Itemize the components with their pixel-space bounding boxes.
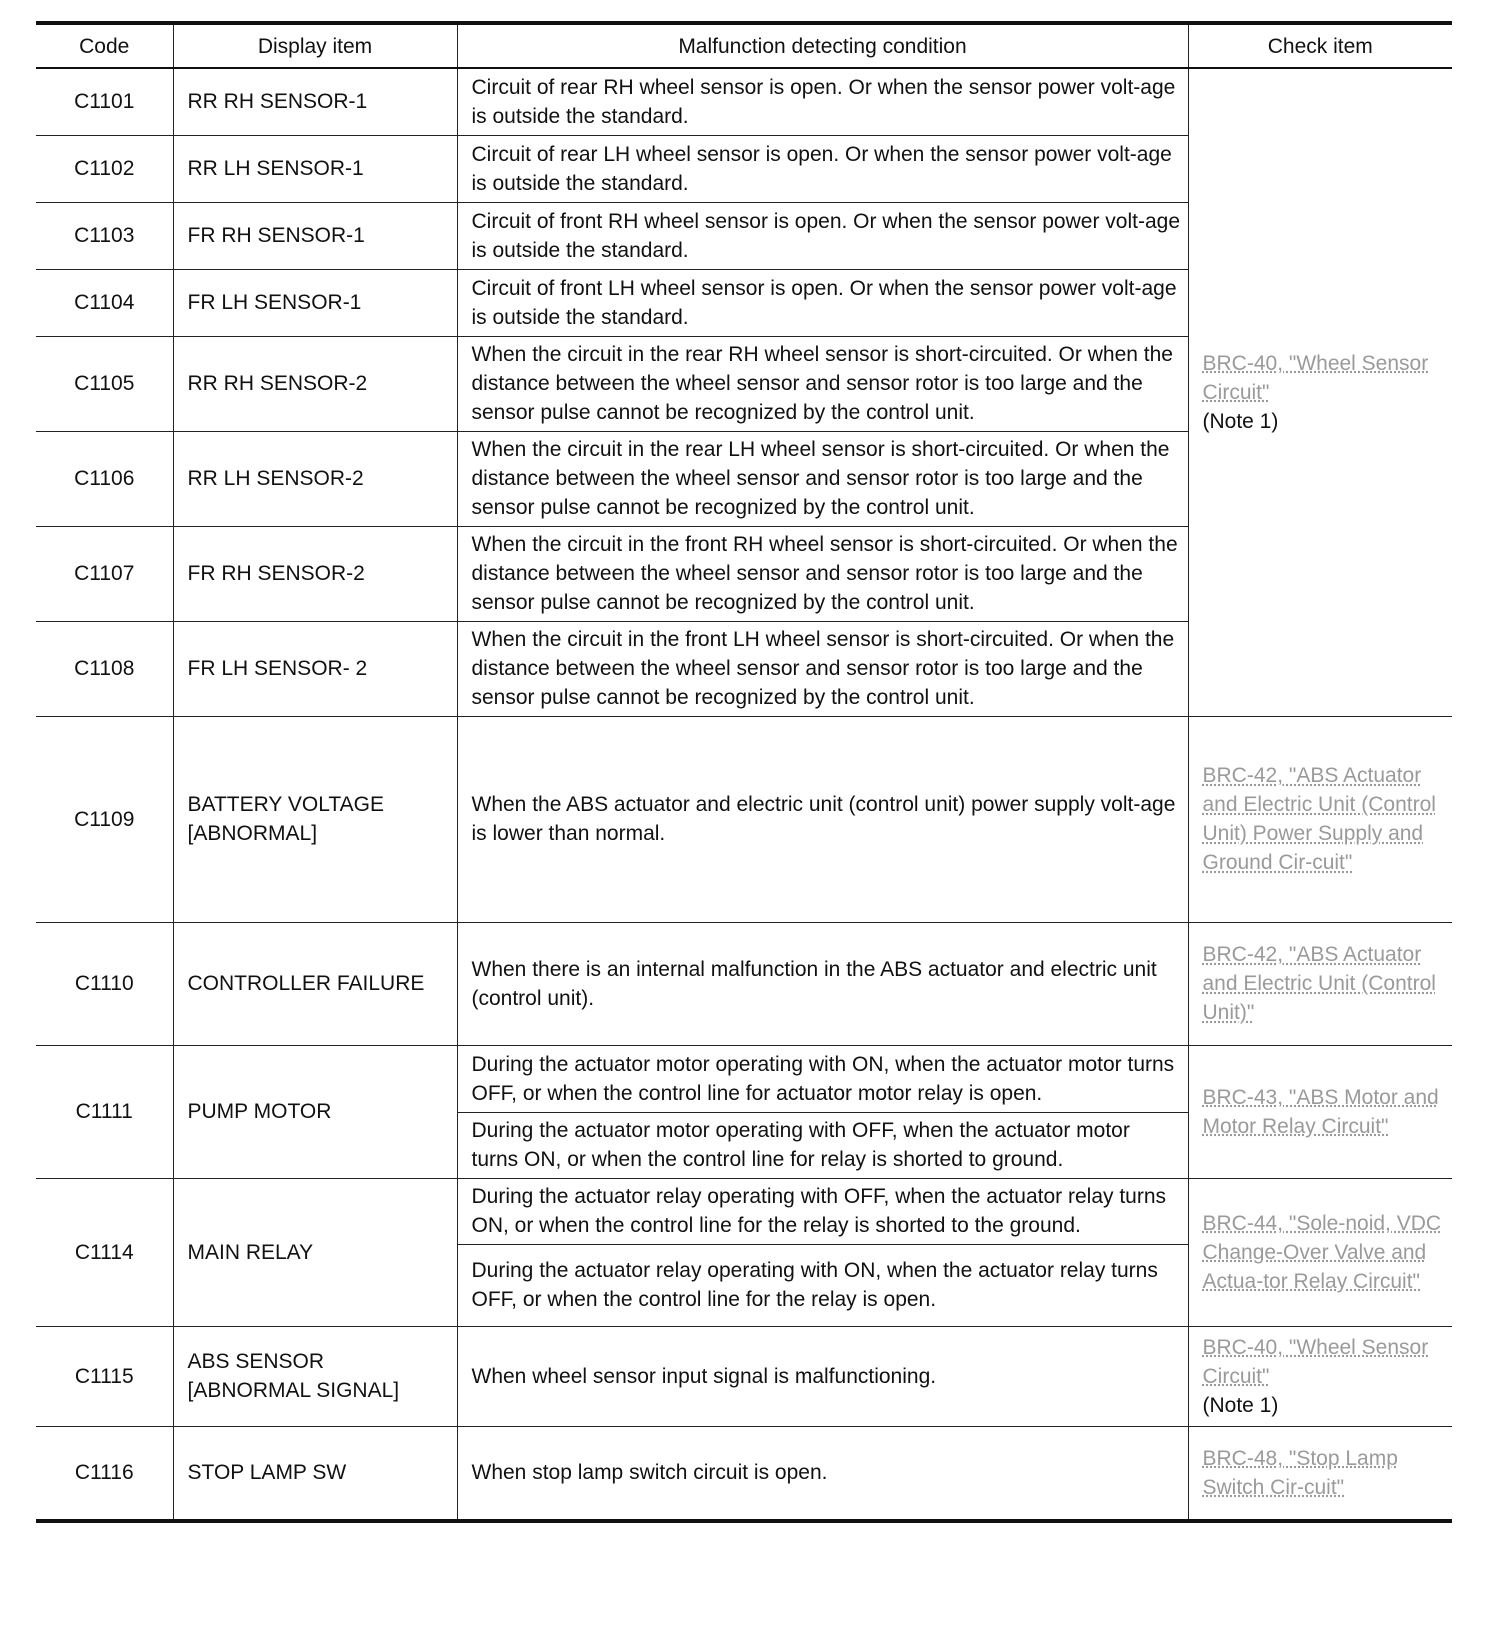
table-row — [36, 68, 1452, 135]
header-row — [36, 23, 1452, 68]
display-item-cell: FR LH SENSOR-1 — [173, 269, 457, 336]
display-item-cell: FR LH SENSOR- 2 — [173, 621, 457, 716]
code-cell: C1105 — [36, 336, 173, 431]
condition-cell: During the actuator motor operating with ON, when the actuator motor turns OFF, or when the control line for actuator motor relay is open. — [457, 1045, 1188, 1112]
condition-cell: During the actuator motor operating with OFF, when the actuator motor turns ON, or when the control line for relay is shorted to ground. — [457, 1112, 1188, 1178]
wheel-sensor-circuit-link[interactable]: BRC-40, "Wheel Sensor Circuit" — [1202, 351, 1429, 404]
header-display-item: Display item — [173, 23, 457, 68]
condition-cell: When the circuit in the front LH wheel sensor is short-circuited. Or when the distance between the wheel sensor and sensor rotor is too large and the sensor pulse cannot be recognized by the control unit. — [457, 621, 1188, 716]
condition-cell: When wheel sensor input signal is malfunctioning. — [457, 1326, 1188, 1426]
check-item-cell — [1188, 68, 1452, 716]
header-code: Code — [36, 23, 173, 68]
code-cell: C1104 — [36, 269, 173, 336]
code-cell: C1109 — [36, 716, 173, 922]
condition-cell: When stop lamp switch circuit is open. — [457, 1426, 1188, 1521]
display-item-cell: FR RH SENSOR-2 — [173, 526, 457, 621]
note-label: (Note 1) — [1202, 1393, 1279, 1417]
code-cell: C1114 — [36, 1178, 173, 1326]
code-cell: C1116 — [36, 1426, 173, 1521]
code-cell: C1101 — [36, 68, 173, 135]
stop-lamp-circuit-link[interactable]: BRC-48, "Stop Lamp Switch Cir-cuit" — [1202, 1446, 1398, 1499]
display-item-cell: RR LH SENSOR-2 — [173, 431, 457, 526]
table-row — [36, 1178, 1452, 1244]
display-item-cell: RR LH SENSOR-1 — [173, 135, 457, 202]
display-item-cell: ABS SENSOR [ABNORMAL SIGNAL] — [173, 1326, 457, 1426]
display-item-cell: STOP LAMP SW — [173, 1426, 457, 1521]
condition-cell: Circuit of front RH wheel sensor is open. Or when the sensor power volt-age is outside the standard. — [457, 202, 1188, 269]
display-item-cell: RR RH SENSOR-1 — [173, 68, 457, 135]
display-item-cell: FR RH SENSOR-1 — [173, 202, 457, 269]
code-cell: C1111 — [36, 1045, 173, 1178]
control-unit-link[interactable]: BRC-42, "ABS Actuator and Electric Unit (Control Unit)" — [1202, 943, 1436, 1024]
check-item-cell — [1188, 716, 1452, 922]
condition-cell: During the actuator relay operating with OFF, when the actuator relay turns ON, or when the control line for the relay is shorted to the ground. — [457, 1178, 1188, 1244]
display-item-cell: MAIN RELAY — [173, 1178, 457, 1326]
display-item-cell: PUMP MOTOR — [173, 1045, 457, 1178]
table-row — [36, 1326, 1452, 1426]
condition-cell: When there is an internal malfunction in the ABS actuator and electric unit (control unit). — [457, 922, 1188, 1045]
check-item-cell — [1188, 1426, 1452, 1521]
condition-cell: Circuit of rear RH wheel sensor is open. Or when the sensor power volt-age is outside the standard. — [457, 68, 1188, 135]
power-supply-circuit-link[interactable]: BRC-42, "ABS Actuator and Electric Unit (Control Unit) Power Supply and Ground Cir-cuit" — [1202, 764, 1436, 874]
code-cell: C1103 — [36, 202, 173, 269]
table-row — [36, 922, 1452, 1045]
condition-cell: Circuit of front LH wheel sensor is open. Or when the sensor power volt-age is outside the standard. — [457, 269, 1188, 336]
condition-cell: When the circuit in the front RH wheel sensor is short-circuited. Or when the distance between the wheel sensor and sensor rotor is too large and the sensor pulse cannot be recognized by the control unit. — [457, 526, 1188, 621]
condition-cell: During the actuator relay operating with ON, when the actuator relay turns OFF, or when the control line for the relay is open. — [457, 1244, 1188, 1326]
condition-cell: When the circuit in the rear RH wheel sensor is short-circuited. Or when the distance between the wheel sensor and sensor rotor is too large and the sensor pulse cannot be recognized by the control unit. — [457, 336, 1188, 431]
condition-cell: Circuit of rear LH wheel sensor is open. Or when the sensor power volt-age is outside the standard. — [457, 135, 1188, 202]
display-item-cell: CONTROLLER FAILURE — [173, 922, 457, 1045]
table-row — [36, 1426, 1452, 1521]
wheel-sensor-circuit-link[interactable]: BRC-40, "Wheel Sensor Circuit" — [1202, 1335, 1429, 1388]
code-cell: C1115 — [36, 1326, 173, 1426]
dtc-table — [36, 21, 1452, 1523]
header-condition: Malfunction detecting condition — [457, 23, 1188, 68]
code-cell: C1106 — [36, 431, 173, 526]
check-item-cell — [1188, 1178, 1452, 1326]
condition-cell: When the ABS actuator and electric unit (control unit) power supply volt-age is lower than normal. — [457, 716, 1188, 922]
table-row — [36, 716, 1452, 922]
code-cell: C1108 — [36, 621, 173, 716]
solenoid-relay-circuit-link[interactable]: BRC-44, "Sole-noid, VDC Change-Over Valve and Actua-tor Relay Circuit" — [1202, 1211, 1442, 1293]
check-item-cell — [1188, 922, 1452, 1045]
header-check-item: Check item — [1188, 23, 1452, 68]
check-item-cell — [1188, 1045, 1452, 1178]
check-item-cell — [1188, 1326, 1452, 1426]
code-cell: C1102 — [36, 135, 173, 202]
motor-relay-circuit-link[interactable]: BRC-43, "ABS Motor and Motor Relay Circuit" — [1202, 1085, 1439, 1138]
code-cell: C1107 — [36, 526, 173, 621]
table-row — [36, 1045, 1452, 1112]
condition-cell: When the circuit in the rear LH wheel sensor is short-circuited. Or when the distance between the wheel sensor and sensor rotor is too large and the sensor pulse cannot be recognized by the control unit. — [457, 431, 1188, 526]
display-item-cell: BATTERY VOLTAGE [ABNORMAL] — [173, 716, 457, 922]
note-label: (Note 1) — [1202, 409, 1279, 433]
display-item-cell: RR RH SENSOR-2 — [173, 336, 457, 431]
code-cell: C1110 — [36, 922, 173, 1045]
